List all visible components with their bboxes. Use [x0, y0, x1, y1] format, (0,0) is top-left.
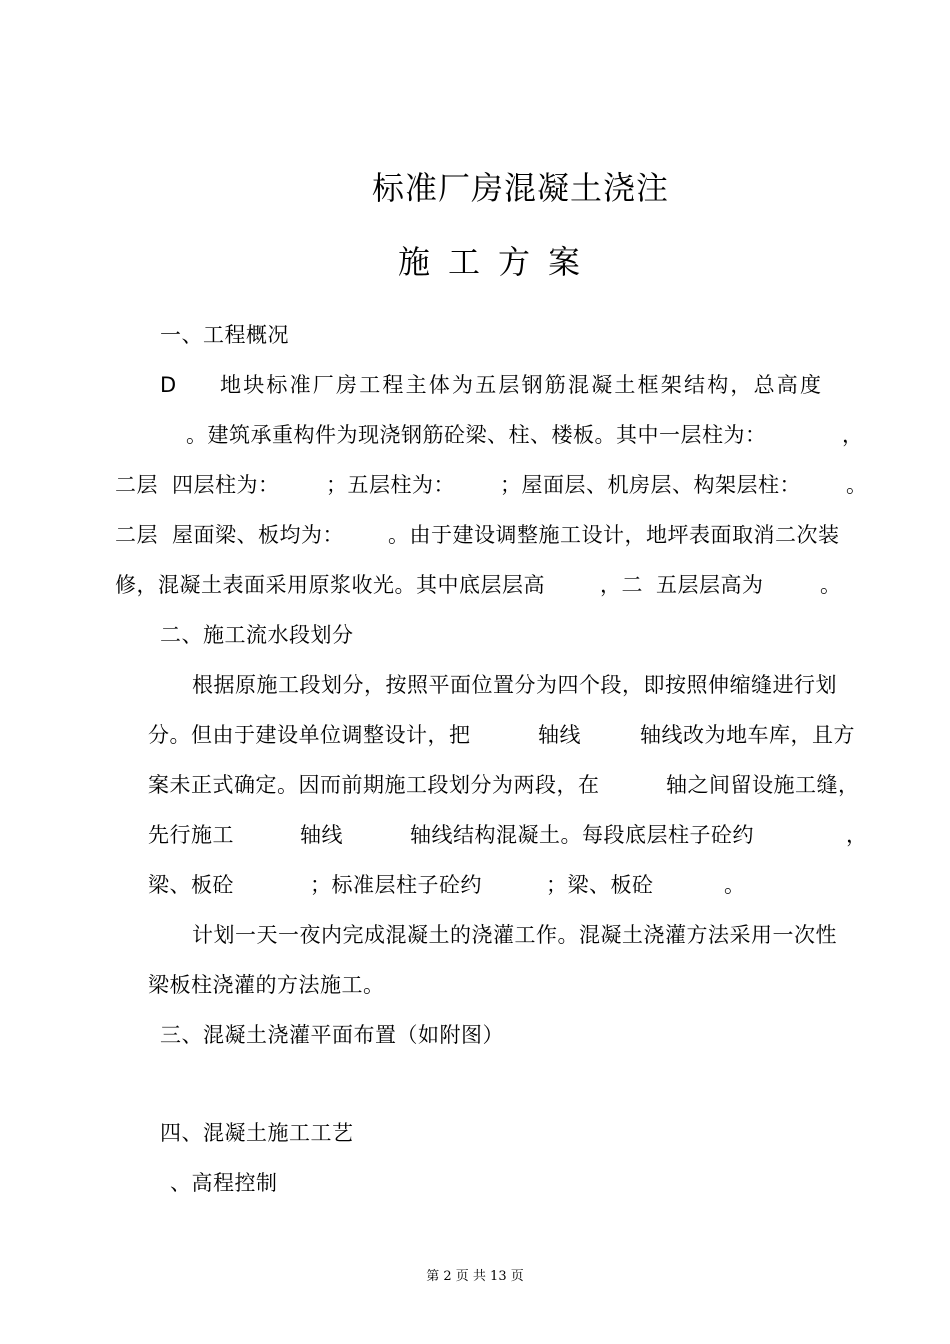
s2-text: 计划一天一夜内完成混凝土的浇灌工作。混凝土浇灌方法采用一次性 — [192, 923, 837, 947]
s2-text: 先行施工 — [148, 823, 234, 847]
s1-text: 五层层高为 — [656, 573, 764, 597]
s1-text: 二层 — [115, 523, 158, 547]
s1-text: 二层 — [115, 473, 158, 497]
s1-text: ；五层柱为： — [326, 473, 455, 497]
s1-text: D — [160, 373, 177, 397]
s1-text: ，二 — [600, 573, 643, 597]
document-title-line1: 标准厂房混凝土浇注 — [372, 169, 670, 207]
s1-text: ， — [842, 423, 864, 447]
s2-text: 轴线改为地车库，且方 — [640, 723, 855, 747]
s2-text: 梁、板砼 — [148, 873, 234, 897]
section-1-heading: 一、工程概况 — [160, 323, 289, 347]
s2-text: ；标准层柱子砼约 — [310, 873, 482, 897]
section-4-subheading: 、高程控制 — [170, 1171, 278, 1195]
s2-text: 轴线结构混凝土。每段底层柱子砼约 — [410, 823, 754, 847]
s2-text: ， — [846, 823, 868, 847]
s2-text: 轴线 — [300, 823, 343, 847]
s2-text: 案未正式确定。因而前期施工段划分为两段，在 — [148, 773, 600, 797]
section-2-heading: 二、施工流水段划分 — [160, 623, 354, 647]
s2-text: ；梁、板砼 — [546, 873, 654, 897]
document-title-line2: 施工方案 — [398, 243, 599, 281]
page-footer: 第 2 页 共 13 页 — [426, 1269, 524, 1284]
s2-text: 梁板柱浇灌的方法施工。 — [148, 973, 385, 997]
s1-text: 。由于建设调整施工设计，地坪表面取消二次装 — [388, 523, 840, 547]
s1-text: 。 — [820, 573, 842, 597]
s2-text: 轴线 — [538, 723, 581, 747]
s1-text: 屋面梁、板均为： — [172, 523, 344, 547]
s1-text: 。建筑承重构件为现浇钢筋砼梁、柱、楼板。其中一层柱为： — [186, 423, 767, 447]
s1-text: 四层柱为： — [172, 473, 280, 497]
s1-text: 。 — [846, 473, 868, 497]
section-4-heading: 四、混凝土施工工艺 — [160, 1121, 354, 1145]
s1-text: ；屋面层、机房层、构架层柱： — [500, 473, 801, 497]
s2-text: 轴之间留设施工缝， — [666, 773, 860, 797]
s1-text: 地块标准厂房工程主体为五层钢筋混凝土框架结构，总高度 — [220, 373, 824, 397]
s2-text: 根据原施工段划分，按照平面位置分为四个段，即按照伸缩缝进行划 — [192, 673, 837, 697]
s2-text: 。 — [724, 873, 746, 897]
s2-text: 分。但由于建设单位调整设计，把 — [148, 723, 471, 747]
s1-text: 修，混凝土表面采用原浆收光。其中底层层高 — [115, 573, 545, 597]
section-3-heading: 三、混凝土浇灌平面布置（如附图） — [160, 1023, 504, 1047]
